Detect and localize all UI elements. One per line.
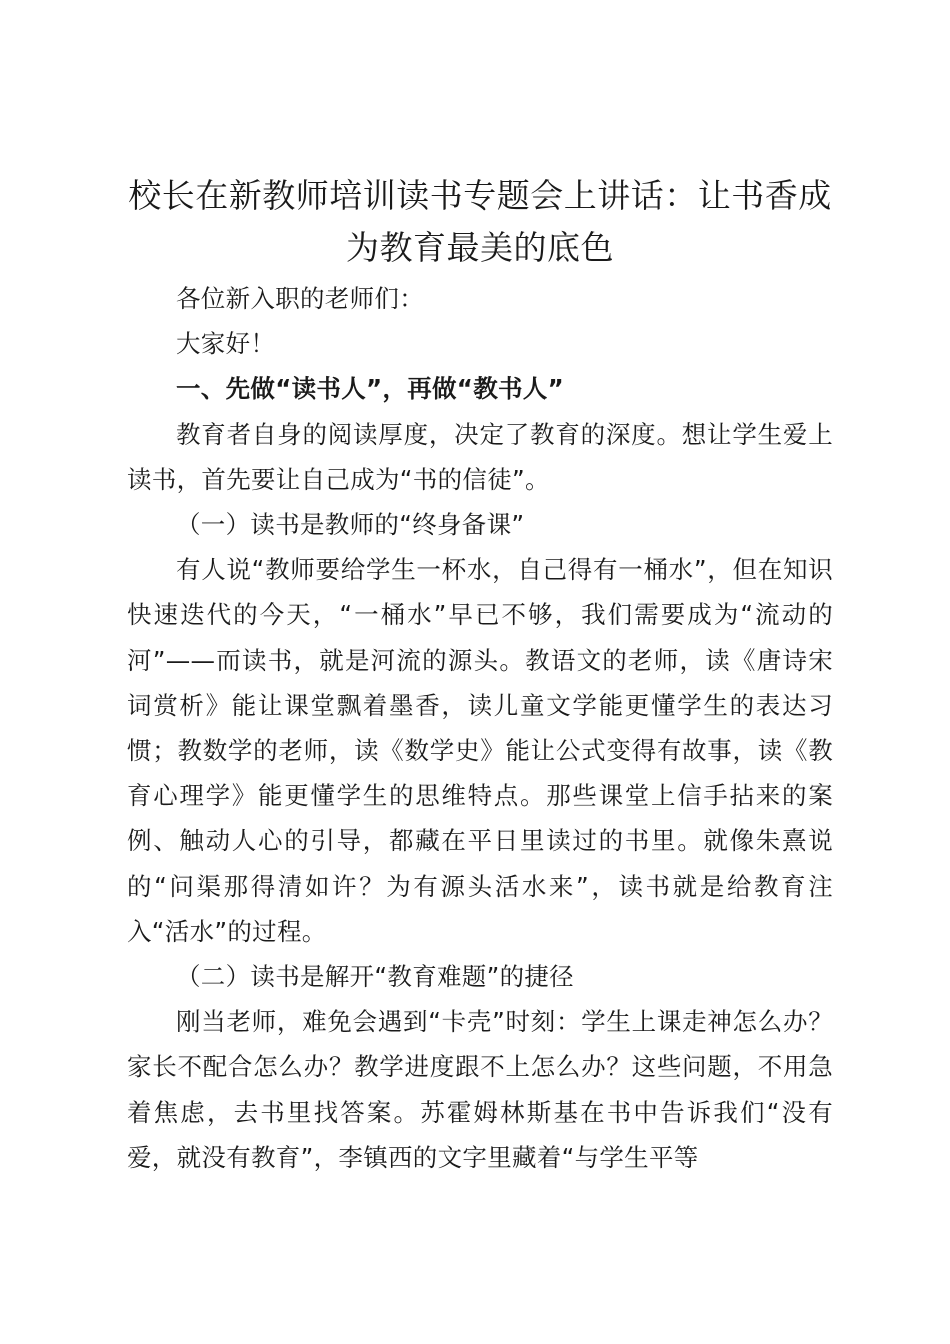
greeting: 大家好！	[176, 329, 276, 359]
salutation: 各位新入职的老师们：	[176, 284, 424, 313]
subsection-heading-1: （一）读书是教师的“终身备课”	[176, 510, 525, 540]
document-body	[127, 170, 833, 1180]
body-paragraph-2: 刚当老师，难免会遇到“卡壳”时刻：学生上课走神怎么办？家长不配合怎么办？教学进度跟不上怎么办？这些问题，不用急着焦虑，去书里找答案。苏霍姆林斯基在书中告诉我们“没有爱，就没有教育”，李镇西的文字里藏着“与学生平等	[127, 1007, 833, 1172]
section-heading-1: 一、先做“读书人”，再做“教书人”	[176, 374, 565, 404]
subsection-heading-2: （二）读书是解开“教育难题”的捷径	[176, 962, 574, 992]
body-paragraph-1: 有人说“教师要给学生一杯水，自己得有一桶水”，但在知识快速迭代的今天，“一桶水”早已不够，我们需要成为“流动的河”——而读书，就是河流的源头。教语文的老师，读《唐诗宋词赏析》能让课堂飘着墨香，读儿童文学能更懂学生的表达习惯；教数学的老师，读《数学史》能让公式变得有故事，读《教育心理学》能更懂学生的思维特点。那些课堂上信手拈来的案例、触动人心的引导，都藏在平日里读过的书里。就像朱熹说的“问渠那得清如许？为有源头活水来”，读书就是给教育注入“活水”的过程。	[127, 555, 833, 946]
document-title: 校长在新教师培训读书专题会上讲话：让书香成为教育最美的底色	[128, 176, 832, 267]
section-intro-paragraph: 教育者自身的阅读厚度，决定了教育的深度。想让学生爱上读书，首先要让自己成为“书的信徒”。	[127, 419, 833, 494]
